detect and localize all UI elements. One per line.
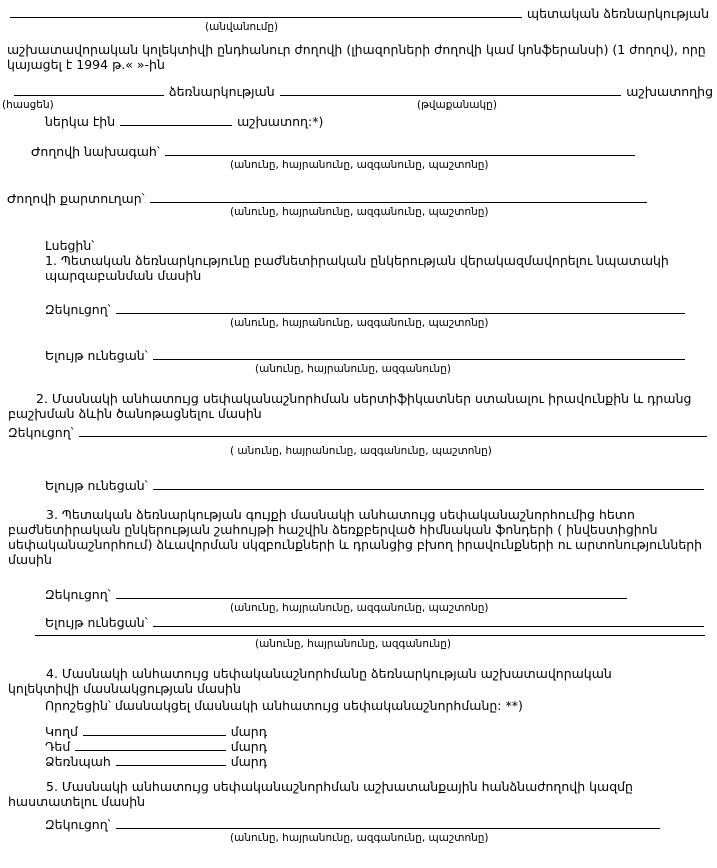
chairman-name-caption: (անունը, հայրանունը, ազգանունը, պաշտոնը) <box>230 159 489 171</box>
reporter-name-blank-2 <box>79 436 707 437</box>
speakers-extra-blank-line <box>35 634 705 636</box>
secretary-name-blank <box>150 202 647 203</box>
reporter-name-caption-1: (անունը, հայրանունը, ազգանունը, պաշտոնը) <box>230 317 489 329</box>
address-headcount-caption-row <box>0 99 717 112</box>
agenda-item-2: 2. Մասնակի անհատույց սեփականաշնորհման սերտիֆիկատներ ստանալու իրավունքին և դրանց բաշխման ձևին ծանոթացնելու մասին <box>8 391 692 421</box>
vote-for-row <box>0 724 267 739</box>
vote-abstain-count-blank <box>116 765 226 766</box>
vote-against-label: Դեմ <box>45 739 71 754</box>
vote-for-unit-label: մարդ <box>230 724 267 739</box>
decided-line: Որոշեցին՝ մասնակցել մասնակի անհատույց սեփականաշնորհմանը: **) <box>45 698 523 713</box>
state-enterprise-label: պետական ձեռնարկության <box>526 6 709 21</box>
reporter-label-3: Զեկուցող՝ <box>45 587 111 602</box>
vote-abstain-row <box>0 754 267 769</box>
speakers-label-2: Ելույթ ունեցան՝ <box>45 478 148 493</box>
vote-against-unit-label: մարդ <box>230 739 267 754</box>
enterprise-label: ձեռնարկության <box>169 84 275 99</box>
speakers-row-2 <box>0 478 709 493</box>
name-caption: (անվանումը) <box>205 21 279 33</box>
heard-label: Լսեցին՝ <box>45 238 95 253</box>
secretary-name-caption: (անունը, հայրանունը, ազգանունը, պաշտոնը) <box>230 206 489 218</box>
chairman-name-blank <box>165 155 635 156</box>
agenda-item-4: 4. Մասնակի անհատույց սեփականաշնորհմանը ձեռնարկության աշխատավորական կոլեկտիվի մասնակցության մասին <box>8 666 612 696</box>
reporter-row-3 <box>0 587 632 602</box>
reporter-label-1: Զեկուցող՝ <box>45 302 111 317</box>
agenda-item-3: 3. Պետական ձեռնարկության գույքի մասնակի անհատույց սեփականաշնորհումից հետո բաժնետիրական ընկերության շահույթի հաշվին ձեռքբերված հիմնական ֆոնդերի ( ինվեստիցիոն սեփականաշնորհում) ձևավորման սկզբունքների և դրանցից բխող իրավունքների ու արտոնությունների մասին <box>8 507 703 567</box>
present-label: ներկա էին <box>45 114 116 129</box>
speakers-row-1 <box>0 348 690 363</box>
vote-against-row <box>0 739 267 754</box>
enterprise-workers-row <box>14 84 713 99</box>
meeting-chairman-label: Ժողովի նախագահ՝ <box>31 144 160 159</box>
vote-for-label: Կողմ <box>45 724 78 739</box>
speakers-row-3 <box>0 615 709 630</box>
worker-footnote-label: աշխատող:*) <box>237 114 324 129</box>
speakers-label-3: Ելույթ ունեցան՝ <box>45 615 148 630</box>
reporter-row-1 <box>0 302 690 317</box>
present-row <box>0 114 717 129</box>
meeting-secretary-label: Ժողովի քարտուղար՝ <box>7 191 145 206</box>
headcount-blank <box>280 95 622 96</box>
vote-abstain-label: Ձեռնպահ <box>45 754 111 769</box>
reporter-row-2 <box>0 425 712 440</box>
speakers-names-caption-3: (անունը, հայրանունը, ազգանունը) <box>255 638 451 650</box>
speakers-names-blank-1 <box>153 359 685 360</box>
speakers-names-blank-3 <box>153 626 704 627</box>
reporter-label-5: Զեկուցող՝ <box>45 817 111 832</box>
present-count-blank <box>120 125 232 126</box>
reporter-name-caption-2: ( անունը, հայրանունը, ազգանունը, պաշտոնը) <box>230 445 492 457</box>
reporter-name-caption-5: (անունը, հայրանունը, ազգանունը, պաշտոնը) <box>230 832 489 844</box>
agenda-item-5: 5. Մասնակի անհատույց սեփականաշնորհման աշխատանքային հանձնաժողովի կազմը հաստատելու մասին <box>8 779 633 809</box>
speakers-names-caption-1: (անունը, հայրանունը, ազգանունը) <box>255 363 451 375</box>
enterprise-blank <box>14 95 164 96</box>
chairman-row <box>0 144 640 159</box>
enterprise-name-blank <box>10 17 522 18</box>
reporter-label-2: Զեկուցող՝ <box>8 425 74 440</box>
vote-for-count-blank <box>83 735 226 736</box>
intro-paragraph: աշխատավորական կոլեկտիվի ընդհանուր ժողովի (լիազորների ժողովի կամ կոնֆերանսի) (1 ժողով), որը կայացել է 1994 թ.« »-ին <box>7 42 706 72</box>
headcount-caption: (թվաքանակը) <box>417 99 497 111</box>
address-caption: (հասցեն) <box>2 99 54 111</box>
reporter-row-5 <box>0 817 665 832</box>
reporter-name-blank-1 <box>116 313 685 314</box>
from-workers-label: աշխատողից <box>626 84 713 99</box>
vote-against-count-blank <box>75 750 225 751</box>
agenda-item-1: 1. Պետական ձեռնարկությունը բաժնետիրական ընկերության վերակազմավորելու նպատակի պարզաբանման մասին <box>45 253 669 283</box>
secretary-row <box>0 191 652 206</box>
reporter-name-blank-3 <box>116 598 627 599</box>
speakers-label-1: Ելույթ ունեցան՝ <box>45 348 148 363</box>
vote-abstain-unit-label: մարդ <box>230 754 267 769</box>
enterprise-name-row <box>10 6 709 21</box>
reporter-name-blank-5 <box>116 828 660 829</box>
reporter-name-caption-3: (անունը, հայրանունը, ազգանունը, պաշտոնը) <box>230 602 489 614</box>
speakers-names-blank-2 <box>153 489 704 490</box>
